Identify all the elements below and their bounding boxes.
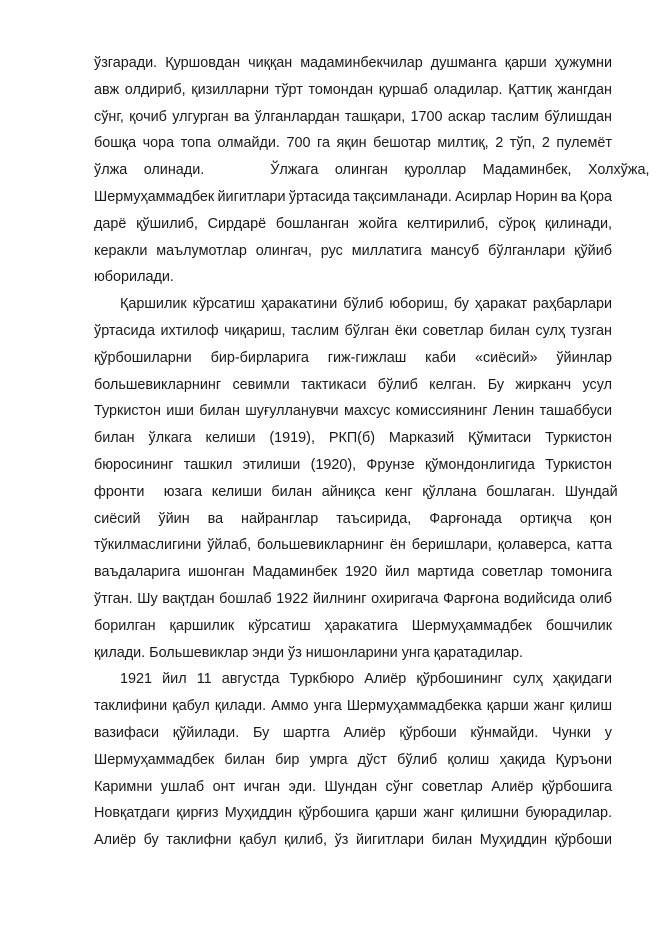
text-line: сиёсий ўйин ва найранглар таъсирида, Фарғонада ортиқча қон xyxy=(94,510,612,527)
text-line: Қаршилик кўрсатиш ҳаракатини бўлиб юбориш, бу ҳаракат раҳбарлари xyxy=(120,296,612,313)
paragraph xyxy=(94,666,612,854)
text-line: ўтган. Шу вақтдан бошлаб 1922 йилнинг охиригача Фарғона водийсида олиб xyxy=(94,590,612,607)
document-page xyxy=(94,50,650,854)
text-line: бюросининг ташкил этилиши (1920), Фрунзе қўмондонлигида Туркистон xyxy=(94,456,612,473)
text-line: Каримни ушлаб онт ичган эди. Шундан сўнг советлар Алиёр қўрбошига xyxy=(94,778,612,795)
text-line: билан ўлкага келиши (1919), РКП(б) Марказий Қўмитаси Туркистон xyxy=(94,430,612,447)
text-line: Алиёр бу таклифни қабул қилиб, ўз йигитлари билан Муҳиддин қўрбоши xyxy=(94,832,612,849)
text-line: Туркистон иши билан шуғулланувчи махсус комиссиянинг Ленин ташаббуси xyxy=(94,403,612,420)
text-line: керакли маълумотлар олингач, рус миллатига мансуб бўлганлари қўйиб xyxy=(94,242,612,259)
text-line: қўрбошиларни бир-бирларига гиж-гижлаш каби «сиёсий» ўйинлар xyxy=(94,349,612,366)
text-line: сўнг, қочиб улгурган ва ўлганлардан ташқари, 1700 аскар таслим бўлишдан xyxy=(94,108,612,125)
text-line: Новқатдаги қирғиз Муҳиддин қўрбошига қарши жанг қилишни буюрадилар. xyxy=(94,805,612,822)
text-line: таклифини қабул қилади. Аммо унга Шермуҳаммадбекка қарши жанг қилиш xyxy=(94,698,612,715)
text-line: ўлжа олинади. Ўлжага олинган қуроллар Мадаминбек, Холхўжа, xyxy=(94,162,650,179)
text-line: ваъдаларига ишонган Мадаминбек 1920 йил мартида советлар томонига xyxy=(94,564,612,581)
text-line: ўзгаради. Қуршовдан чиққан мадаминбекчилар душманга қарши ҳужумни xyxy=(94,55,612,71)
text-line: юборилади. xyxy=(94,269,174,286)
paragraph xyxy=(94,50,650,291)
text-line: дарё қўшилиб, Сирдарё бошланган жойга келтирилиб, сўроқ қилинади, xyxy=(94,215,612,232)
text-line: вазифаси қўйилади. Бу шартга Алиёр қўрбоши кўнмайди. Чунки у xyxy=(94,724,612,741)
text-line: 1921 йил 11 августда Туркбюро Алиёр қўрбошининг сулҳ ҳақидаги xyxy=(120,671,612,688)
text-line: ўртасида ихтилоф чиқариш, таслим бўлган ёки советлар билан сулҳ тузган xyxy=(94,322,612,339)
text-line: тўкилмаслигини ўйлаб, большевикларнинг ён беришлари, қолаверса, катта xyxy=(94,537,612,554)
text-line: бошқа чора топа олмайди. 700 га яқин бешотар милтиқ, 2 тўп, 2 пулемёт xyxy=(94,135,612,152)
text-line: авж олдириб, қизилларни тўрт томондан қуршаб оладилар. Қаттиқ жангдан xyxy=(94,81,612,98)
text-line: большевикларнинг севимли тактикаси бўлиб келган. Бу жирканч усул xyxy=(94,376,612,393)
text-line: борилган қаршилик кўрсатиш ҳаракатига Шермуҳаммадбек бошчилик xyxy=(94,617,612,634)
text-line: фронти юзага келиши билан айниқса кенг қўллана бошлаган. Шундай xyxy=(94,483,618,500)
text-line: Шермуҳаммадбек билан бир умрга дўст бўлиб қолиш ҳақида Қуръони xyxy=(94,751,612,768)
text-line: Шермуҳаммадбек йигитлари ўртасида тақсимланади. Асирлар Норин ва Қора xyxy=(94,188,612,205)
text-line: қилади. Большевиклар энди ўз нишонларини унга қаратадилар. xyxy=(94,644,524,661)
paragraph xyxy=(94,291,618,666)
